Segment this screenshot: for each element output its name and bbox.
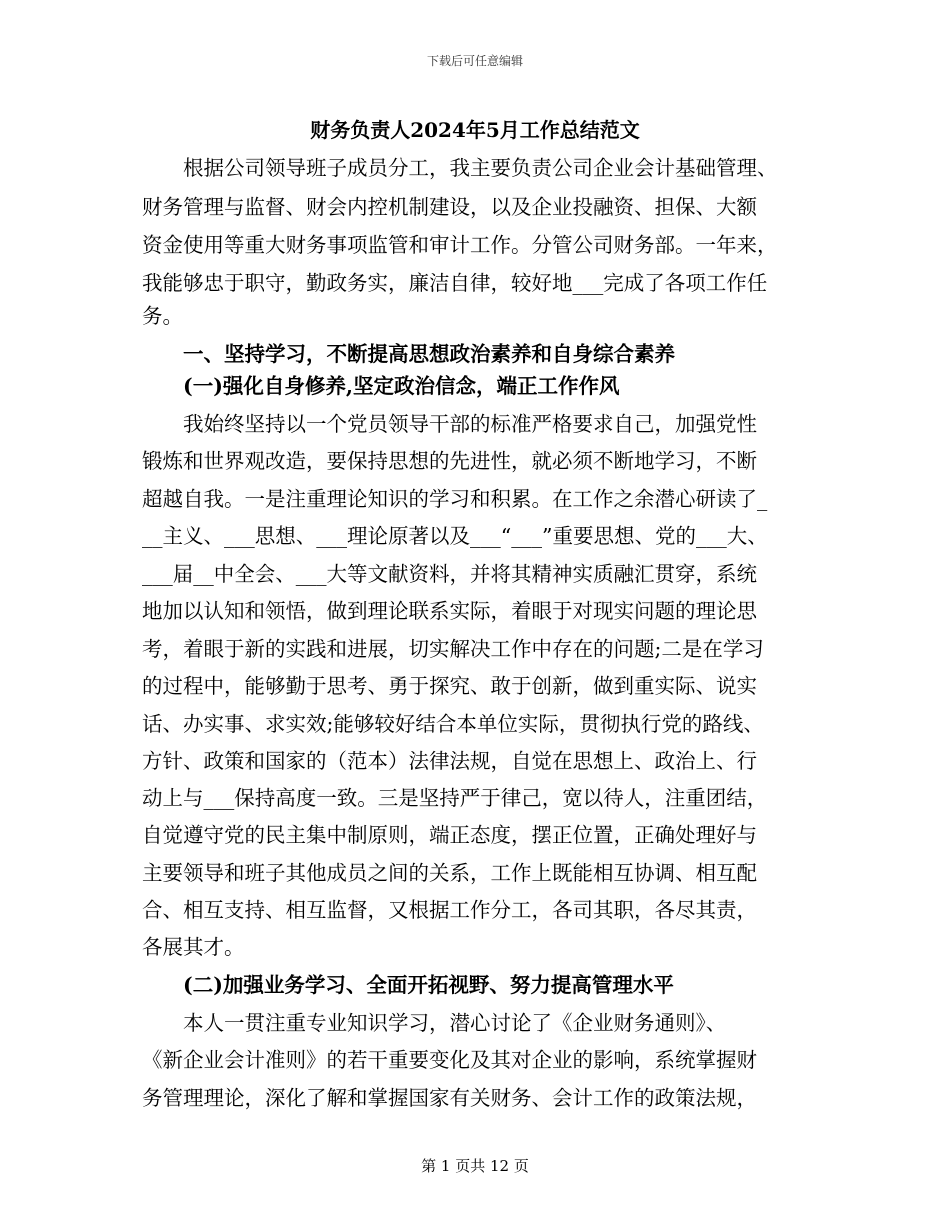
paragraph-line: 的过程中，能够勤于思考、勇于探究、敢于创新，做到重实际、说实 xyxy=(142,674,757,698)
paragraph-line: 本人一贯注重专业知识学习，潜心讨论了《企业财务通则》、 xyxy=(142,1011,727,1035)
paragraph-line: 各展其才。 xyxy=(142,935,245,959)
paragraph-line: 超越自我。一是注重理论知识的学习和积累。在工作之余潜心研读了_ xyxy=(142,487,768,511)
section-heading: 一、坚持学习，不断提高思想政治素养和自身综合素养 xyxy=(142,342,675,366)
paragraph-line: 考，着眼于新的实践和进展，切实解决工作中存在的问题;二是在学习 xyxy=(142,637,764,661)
paragraph-line: 方针、政策和国家的（范本）法律法规，自觉在思想上、政治上、行 xyxy=(142,749,757,773)
paragraph-line: 自觉遵守党的民主集中制原则，端正态度，摆正位置，正确处理好与 xyxy=(142,823,757,847)
subsection-heading: (二)加强业务学习、全面开拓视野、努力提高管理水平 xyxy=(142,973,674,997)
paragraph-line: __主义、___思想、___理论原著以及___“___”重要思想、党的___大、 xyxy=(142,524,768,548)
page-footer: 第 1 页共 12 页 xyxy=(421,1157,529,1175)
paragraph-line: 资金使用等重大财务事项监管和审计工作。分管公司财务部。一年来， xyxy=(142,233,778,257)
paragraph-line: 话、办实事、求实效;能够较好结合本单位实际，贯彻执行党的路线、 xyxy=(142,712,764,736)
paragraph-line: 动上与___保持高度一致。三是坚持严于律己，宽以待人，注重团结， xyxy=(142,786,768,810)
paragraph-line: 主要领导和班子其他成员之间的关系，工作上既能相互协调、相互配 xyxy=(142,861,757,885)
paragraph-line: 我能够忠于职守，勤政务实，廉洁自律，较好地___完成了各项工作任 xyxy=(142,271,768,295)
paragraph-line: 锻炼和世界观改造，要保持思想的先进性，就必须不断地学习，不断 xyxy=(142,449,757,473)
paragraph-line: 根据公司领导班子成员分工，我主要负责公司企业会计基础管理、 xyxy=(142,156,778,180)
paragraph-line: 《新企业会计准则》的若干重要变化及其对企业的影响，系统掌握财 xyxy=(142,1048,757,1072)
subsection-heading: (一)强化自身修养,坚定政治信念，端正工作作风 xyxy=(142,374,620,398)
paragraph-line: 务。 xyxy=(142,304,183,328)
paragraph-line: 财务管理与监督、财会内控机制建设，以及企业投融资、担保、大额 xyxy=(142,195,757,219)
page-header-note: 下载后可任意编辑 xyxy=(426,54,523,68)
document-title: 财务负责人2024年5月工作总结范文 xyxy=(310,118,640,142)
paragraph-line: 合、相互支持、相互监督，又根据工作分工，各司其职，各尽其责， xyxy=(142,898,757,922)
paragraph-line: 地加以认知和领悟，做到理论联系实际，着眼于对现实问题的理论思 xyxy=(142,599,757,623)
paragraph-line: 我始终坚持以一个党员领导干部的标准严格要求自己，加强党性 xyxy=(142,412,757,436)
paragraph-line: ___届__中全会、___大等文献资料，并将其精神实质融汇贯穿，系统 xyxy=(142,562,757,586)
paragraph-line: 务管理理论，深化了解和掌握国家有关财务、会计工作的政策法规， xyxy=(142,1086,757,1110)
